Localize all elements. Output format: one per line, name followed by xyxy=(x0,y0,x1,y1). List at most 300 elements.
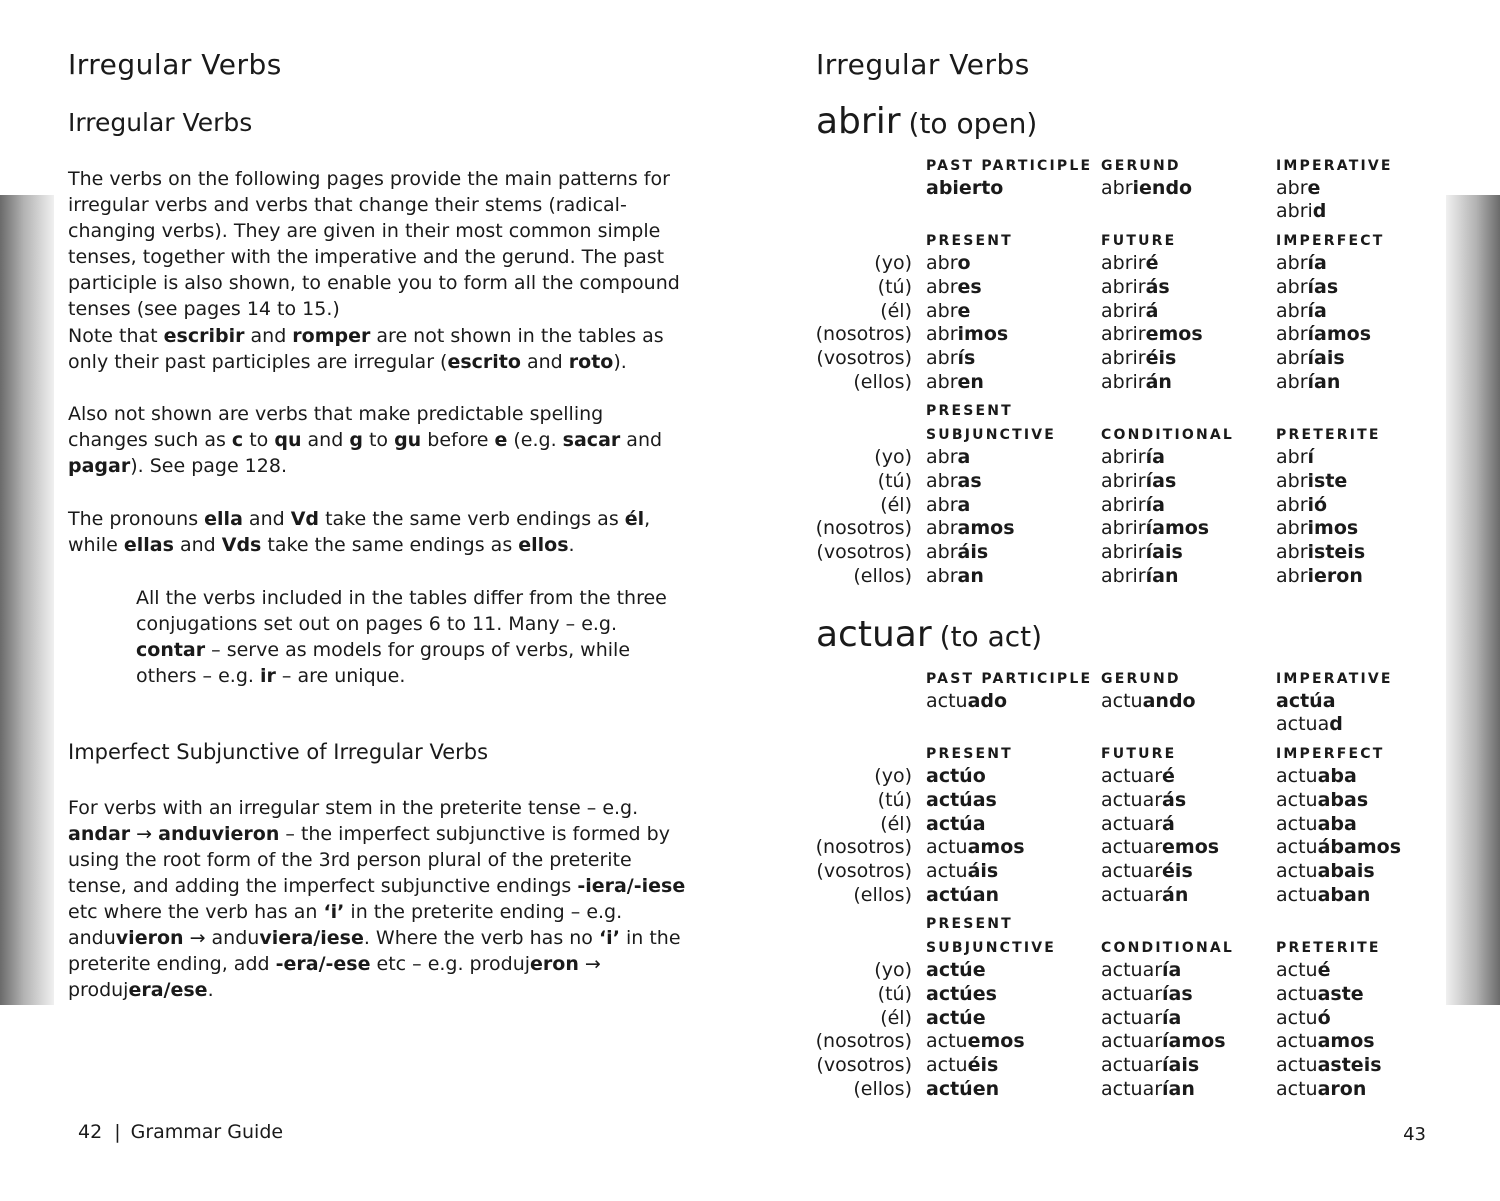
present-subjunctive-form xyxy=(926,446,970,468)
preterite-form xyxy=(1276,565,1363,587)
form-stem: actuar xyxy=(1101,1054,1163,1077)
form-ending: amos xyxy=(1317,1030,1375,1053)
form-stem: abrir xyxy=(1101,446,1146,468)
bold-term: él xyxy=(624,508,645,530)
right-page xyxy=(816,0,1456,1201)
form-ending: actúe xyxy=(926,959,986,981)
form-ending: án xyxy=(1162,884,1189,906)
preterite-form xyxy=(1276,1007,1331,1029)
form-ending: emos xyxy=(1162,836,1220,859)
conditional-form xyxy=(1101,1078,1195,1100)
form-stem: abr xyxy=(1276,565,1308,587)
form-stem: abr xyxy=(926,493,958,516)
future-form xyxy=(1101,371,1172,393)
form-stem: actu xyxy=(926,1030,968,1053)
text-run: in the preterite ending, add xyxy=(68,927,681,975)
pronoun: (ellos) xyxy=(853,371,912,393)
form-ending: o xyxy=(957,252,971,274)
preterite-form xyxy=(1276,1054,1382,1076)
form-stem: actu xyxy=(1276,1054,1318,1077)
form-ending: í xyxy=(1307,446,1315,468)
text-run: to xyxy=(243,429,275,451)
bold-term: pagar xyxy=(68,455,131,477)
form-ending: d xyxy=(1329,713,1343,735)
text-run: The pronouns xyxy=(68,508,205,530)
form-ending: éis xyxy=(1162,860,1193,883)
form-ending: ías xyxy=(1145,469,1177,492)
label-present-subjunctive: PRESENT xyxy=(926,403,1013,419)
form-ending: imos xyxy=(957,323,1009,346)
form-stem: abr xyxy=(926,275,958,298)
present-subjunctive-form xyxy=(926,541,988,563)
form-stem: abr xyxy=(926,299,958,322)
pronoun: (él) xyxy=(880,493,912,516)
form-ending: isteis xyxy=(1307,541,1366,564)
text-run: – the imperfect subjunctive is formed by using the root form of the 3rd person plural of the preterite tense, and adding the imperfect subjunctive endings xyxy=(68,823,670,897)
present-form xyxy=(926,860,998,882)
label-present-subjunctive: SUBJUNCTIVE xyxy=(926,427,1057,443)
present-subjunctive-form xyxy=(926,1030,1025,1052)
bold-term: roto xyxy=(568,351,614,373)
imperfect-form xyxy=(1276,813,1357,835)
bold-term: Vd xyxy=(290,508,320,530)
conditional-form xyxy=(1101,1054,1199,1076)
label-preterite: PRETERITE xyxy=(1276,940,1381,956)
form-ending: ás xyxy=(1145,275,1170,298)
form-stem: actuar xyxy=(1101,884,1163,906)
conditional-form xyxy=(1101,494,1165,516)
pronoun: (nosotros) xyxy=(815,323,912,346)
form-stem: abr xyxy=(1276,371,1308,393)
form-ending: ía xyxy=(1307,252,1327,274)
page-number: 43 xyxy=(1403,1124,1426,1145)
form-stem: abrir xyxy=(1101,371,1146,393)
bold-term: escrito xyxy=(447,351,521,373)
future-form xyxy=(1101,836,1219,858)
text-run: – serve as models for groups of verbs, while others – e.g. xyxy=(136,639,631,687)
imperfect-form xyxy=(1276,252,1327,274)
page-number: 42 xyxy=(78,1121,103,1143)
label-future: FUTURE xyxy=(1101,746,1177,762)
imperfect-form xyxy=(1276,323,1371,345)
form-stem: actu xyxy=(926,1054,968,1077)
preterite-form xyxy=(1276,494,1327,516)
present-subjunctive-form xyxy=(926,494,970,516)
text-run: to xyxy=(362,429,395,451)
pronoun: (yo) xyxy=(874,959,912,981)
label-preterite: PRETERITE xyxy=(1276,427,1381,443)
preterite-form xyxy=(1276,1030,1375,1052)
present-subjunctive-form xyxy=(926,470,982,492)
form-ending: éis xyxy=(1145,347,1177,370)
pronouns-paragraph xyxy=(68,506,688,558)
text-run: ). xyxy=(613,351,627,373)
form-stem: actuar xyxy=(1101,788,1163,811)
form-ending: iendo xyxy=(1132,177,1193,199)
form-stem: actuar xyxy=(1101,1030,1163,1053)
form-stem: actu xyxy=(1276,860,1318,883)
form-stem: abr xyxy=(926,517,958,540)
bold-term: c xyxy=(231,429,244,451)
form-ending: emos xyxy=(967,1030,1025,1053)
note-paragraph xyxy=(68,323,688,375)
form-ending: é xyxy=(1162,765,1175,787)
form-ending: ís xyxy=(957,347,976,370)
conditional-form xyxy=(1101,517,1209,539)
subsection-title: Imperfect Subjunctive of Irregular Verbs xyxy=(68,740,489,764)
form-stem: abr xyxy=(1276,323,1308,346)
form-stem: abr xyxy=(926,541,958,564)
text-run: etc where the verb has an xyxy=(68,901,324,923)
form-ending: es xyxy=(957,275,982,298)
form-ending: íais xyxy=(1162,1054,1200,1077)
form-stem: abr xyxy=(1276,275,1308,298)
form-ending: actúen xyxy=(926,1078,1000,1100)
intro-paragraph xyxy=(68,166,688,322)
present-form xyxy=(926,276,982,298)
text-run: and xyxy=(620,429,663,451)
preterite-form xyxy=(1276,983,1364,1005)
form-ending: actúo xyxy=(926,765,986,787)
label-conditional: CONDITIONAL xyxy=(1101,940,1235,956)
spelling-paragraph xyxy=(68,401,688,479)
text-run: before xyxy=(421,429,495,451)
label-present-subjunctive: SUBJUNCTIVE xyxy=(926,940,1057,956)
bold-term: era/ese xyxy=(128,979,208,1001)
present-subjunctive-form xyxy=(926,959,986,981)
future-form xyxy=(1101,252,1159,274)
verb-gloss: (to act) xyxy=(939,620,1043,653)
form-stem: actu xyxy=(1276,765,1318,787)
form-stem: actu xyxy=(926,836,968,859)
form-stem: actu xyxy=(1276,959,1318,981)
form-ending: a xyxy=(957,446,971,468)
form-ending: e xyxy=(1307,177,1321,199)
imperative-form xyxy=(1276,690,1336,712)
form-ending: áis xyxy=(967,860,999,883)
form-stem: abr xyxy=(1276,517,1308,540)
form-stem: actuar xyxy=(1101,812,1163,835)
form-stem: actu xyxy=(1276,884,1318,906)
imperfect-form xyxy=(1276,789,1368,811)
form-stem: abr xyxy=(1276,252,1308,274)
text-run: . xyxy=(568,534,575,556)
imperfect-form xyxy=(1276,765,1357,787)
form-ending: áis xyxy=(957,541,989,564)
form-stem: abr xyxy=(926,323,958,346)
form-ending: en xyxy=(957,371,984,393)
imperfect-form xyxy=(1276,836,1401,858)
form-ending: á xyxy=(1162,812,1175,835)
bold-term: ‘i’ xyxy=(598,927,620,949)
pronoun: (yo) xyxy=(874,446,912,468)
form-stem: actuar xyxy=(1101,860,1163,883)
form-stem: actuar xyxy=(1101,1078,1163,1100)
future-form xyxy=(1101,860,1193,882)
indented-note xyxy=(136,585,676,689)
form-ending: ían xyxy=(1162,1078,1195,1100)
form-stem: actu xyxy=(1276,836,1318,859)
preterite-form xyxy=(1276,959,1330,981)
future-form xyxy=(1101,300,1158,322)
present-form xyxy=(926,765,986,787)
form-ending: aron xyxy=(1317,1078,1367,1100)
conditional-form xyxy=(1101,446,1165,468)
bold-term: sacar xyxy=(562,429,621,451)
present-form xyxy=(926,813,986,835)
form-ending: íais xyxy=(1145,541,1183,564)
label-past-participle: PAST PARTICIPLE xyxy=(926,671,1093,687)
form-stem: abrir xyxy=(1101,347,1146,370)
form-stem: abr xyxy=(926,565,958,587)
text-run: and xyxy=(244,325,293,347)
form-ending: ía xyxy=(1145,446,1165,468)
footer-title: Grammar Guide xyxy=(130,1121,284,1143)
form-ending: actúas xyxy=(926,788,997,811)
form-ending: an xyxy=(957,565,984,587)
form-ending: emos xyxy=(1145,323,1203,346)
conditional-form xyxy=(1101,983,1193,1005)
bold-term: -era/-ese xyxy=(275,953,371,975)
form-ending: ías xyxy=(1162,982,1193,1005)
label-imperative: IMPERATIVE xyxy=(1276,158,1393,174)
text-run: → produj xyxy=(68,953,601,1001)
bold-term: anduvieron xyxy=(158,823,280,845)
pronoun: (nosotros) xyxy=(815,517,912,540)
bold-term: ‘i’ xyxy=(323,901,345,923)
present-subjunctive-form xyxy=(926,983,997,1005)
pronoun: (vosotros) xyxy=(816,860,912,883)
text-run: (e.g. xyxy=(507,429,563,451)
imperfect-form xyxy=(1276,884,1370,906)
form-ending: á xyxy=(1145,299,1159,322)
form-ending: íais xyxy=(1307,347,1345,370)
pronoun: (él) xyxy=(880,1006,912,1029)
present-form xyxy=(926,371,984,393)
form-stem: abrir xyxy=(1101,299,1146,322)
verb-gloss: (to open) xyxy=(908,107,1038,140)
form-stem: abr xyxy=(926,446,958,468)
section-title: Irregular Verbs xyxy=(68,108,253,137)
text-run: take the same verb endings as xyxy=(319,508,625,530)
bold-term: eron xyxy=(530,953,579,975)
form-stem: actu xyxy=(926,860,968,883)
present-subjunctive-form xyxy=(926,1054,998,1076)
pronoun: (vosotros) xyxy=(816,1054,912,1077)
form-stem: actu xyxy=(1276,1006,1318,1029)
form-stem: actu xyxy=(1276,788,1318,811)
label-imperfect: IMPERFECT xyxy=(1276,746,1385,762)
footer-separator: | xyxy=(114,1121,121,1143)
form-ending: ía xyxy=(1162,1006,1182,1029)
left-page-edge-shadow xyxy=(0,195,54,1005)
imperfect-form xyxy=(1276,860,1375,882)
running-head: Irregular Verbs xyxy=(816,48,1030,81)
text-run: → xyxy=(130,823,159,845)
bold-term: g xyxy=(349,429,363,451)
page-footer xyxy=(78,1121,283,1143)
future-form xyxy=(1101,789,1186,811)
conditional-form xyxy=(1101,565,1178,587)
conditional-form xyxy=(1101,541,1183,563)
pronoun: (ellos) xyxy=(853,884,912,906)
pronoun: (ellos) xyxy=(853,1078,912,1100)
form-stem: abr xyxy=(1276,347,1308,370)
form-ending: ía xyxy=(1307,299,1327,322)
present-form xyxy=(926,884,999,906)
bold-term: viera/iese xyxy=(259,927,364,949)
gerund-form xyxy=(1101,177,1192,199)
pronoun: (tú) xyxy=(877,982,912,1005)
form-ending: imos xyxy=(1307,517,1359,540)
form-ending: abierto xyxy=(926,177,1004,199)
form-stem: abrir xyxy=(1101,517,1146,540)
label-gerund: GERUND xyxy=(1101,671,1181,687)
form-stem: actuar xyxy=(1101,765,1163,787)
future-form xyxy=(1101,347,1176,369)
form-stem: abr xyxy=(926,347,958,370)
form-ending: amos xyxy=(957,517,1015,540)
pronoun: (él) xyxy=(880,812,912,835)
conditional-form xyxy=(1101,470,1176,492)
form-ending: actúe xyxy=(926,1006,986,1029)
form-ending: as xyxy=(957,469,982,492)
bold-term: gu xyxy=(394,429,422,451)
imperfect-form xyxy=(1276,371,1340,393)
form-ending: d xyxy=(1312,200,1327,222)
text-run: and xyxy=(520,351,569,373)
form-ending: ían xyxy=(1307,371,1341,393)
form-stem: abr xyxy=(1101,177,1133,199)
conditional-form xyxy=(1101,1007,1181,1029)
bold-term: qu xyxy=(274,429,302,451)
present-form xyxy=(926,789,997,811)
form-ending: e xyxy=(957,299,971,322)
text-run: and xyxy=(173,534,222,556)
form-ending: é xyxy=(1317,959,1331,981)
form-stem: abri xyxy=(1276,200,1313,222)
imperfect-form xyxy=(1276,276,1338,298)
form-ending: ando xyxy=(1142,690,1196,712)
pronoun: (él) xyxy=(880,299,912,322)
form-ending: a xyxy=(957,493,971,516)
form-stem: abrir xyxy=(1101,323,1146,346)
text-run: are not shown in the tables as only their past participles are irregular ( xyxy=(68,325,664,373)
text-run: ). See page 128. xyxy=(130,455,287,477)
preterite-form xyxy=(1276,541,1365,563)
form-ending: aban xyxy=(1317,884,1371,906)
form-ending: ieron xyxy=(1307,565,1363,587)
form-ending: íamos xyxy=(1307,323,1372,346)
form-ending: iste xyxy=(1307,469,1348,492)
running-head: Irregular Verbs xyxy=(68,48,282,81)
form-ending: éis xyxy=(967,1054,999,1077)
bold-term: contar xyxy=(136,639,206,661)
form-ending: ás xyxy=(1162,788,1187,811)
form-ending: abas xyxy=(1317,788,1369,811)
imperfect-form xyxy=(1276,347,1345,369)
form-stem: abr xyxy=(1276,493,1308,516)
present-subjunctive-form xyxy=(926,517,1015,539)
form-ending: aba xyxy=(1317,765,1357,787)
form-stem: actu xyxy=(1276,812,1318,835)
future-form xyxy=(1101,813,1175,835)
pronoun: (yo) xyxy=(874,765,912,787)
form-stem: abrir xyxy=(1101,493,1146,516)
form-stem: abr xyxy=(1276,446,1308,468)
pronoun: (vosotros) xyxy=(816,541,912,564)
text-run: in the preterite ending – e.g. andu xyxy=(68,901,623,949)
form-ending: ado xyxy=(967,690,1008,712)
text-run: and xyxy=(242,508,291,530)
present-form xyxy=(926,836,1025,858)
form-stem: actu xyxy=(926,690,968,712)
form-stem: abrir xyxy=(1101,469,1146,492)
present-form xyxy=(926,347,975,369)
conditional-form xyxy=(1101,1030,1226,1052)
pronoun: (ellos) xyxy=(853,565,912,587)
form-stem: actuar xyxy=(1101,959,1163,981)
bold-term: -iera/-iese xyxy=(577,875,686,897)
label-imperfect: IMPERFECT xyxy=(1276,233,1385,249)
imperfect-subjunctive-paragraph xyxy=(68,795,688,1003)
past-participle-form xyxy=(926,177,1003,199)
form-stem: abr xyxy=(926,371,958,393)
bold-term: ellos xyxy=(518,534,569,556)
label-present: PRESENT xyxy=(926,746,1013,762)
bold-term: ella xyxy=(204,508,243,530)
future-form xyxy=(1101,765,1175,787)
form-ending: ó xyxy=(1317,1006,1331,1029)
text-run: All the verbs included in the tables differ from the three conjugations set out on pages 6 to 11. Many – e.g. xyxy=(136,587,667,635)
text-run: . Where the verb has no xyxy=(363,927,599,949)
form-ending: actúa xyxy=(926,812,986,835)
form-stem: actuar xyxy=(1101,1006,1163,1029)
form-stem: actua xyxy=(1276,713,1330,735)
form-stem: abr xyxy=(1276,541,1308,564)
label-imperative: IMPERATIVE xyxy=(1276,671,1393,687)
imperative-form xyxy=(1276,200,1326,222)
verb-infinitive: actuar xyxy=(816,614,932,655)
form-ending: án xyxy=(1145,371,1172,393)
present-subjunctive-form xyxy=(926,1007,986,1029)
future-form xyxy=(1101,276,1170,298)
pronoun: (vosotros) xyxy=(816,347,912,370)
pronoun: (tú) xyxy=(877,275,912,298)
left-page xyxy=(68,0,688,1201)
intro-text: The verbs on the following pages provide the main patterns for irregular verbs and verbs that change their stems (radical-changing verbs). They are given in their most common simple tenses, together with the imperative and the gerund. The past participle is also shown, to enable you to form all the compound tenses (see pages 14 to 15.) xyxy=(68,168,680,320)
form-ending: ábamos xyxy=(1317,836,1401,859)
present-subjunctive-form xyxy=(926,565,984,587)
present-subjunctive-form xyxy=(926,1078,999,1100)
bold-term: e xyxy=(494,429,508,451)
form-stem: actu xyxy=(1276,982,1318,1005)
label-past-participle: PAST PARTICIPLE xyxy=(926,158,1093,174)
form-ending: actúes xyxy=(926,982,997,1005)
form-ending: íamos xyxy=(1162,1030,1226,1053)
form-ending: aba xyxy=(1317,812,1357,835)
bold-term: ir xyxy=(259,665,276,687)
form-stem: actuar xyxy=(1101,836,1163,859)
form-stem: abrir xyxy=(1101,252,1146,274)
present-form xyxy=(926,300,970,322)
form-stem: actu xyxy=(1276,1078,1318,1100)
bold-term: escribir xyxy=(163,325,245,347)
form-ending: actúan xyxy=(926,884,1000,906)
text-run: , while xyxy=(68,508,651,556)
gerund-form xyxy=(1101,690,1196,712)
text-run: – are unique. xyxy=(275,665,406,687)
